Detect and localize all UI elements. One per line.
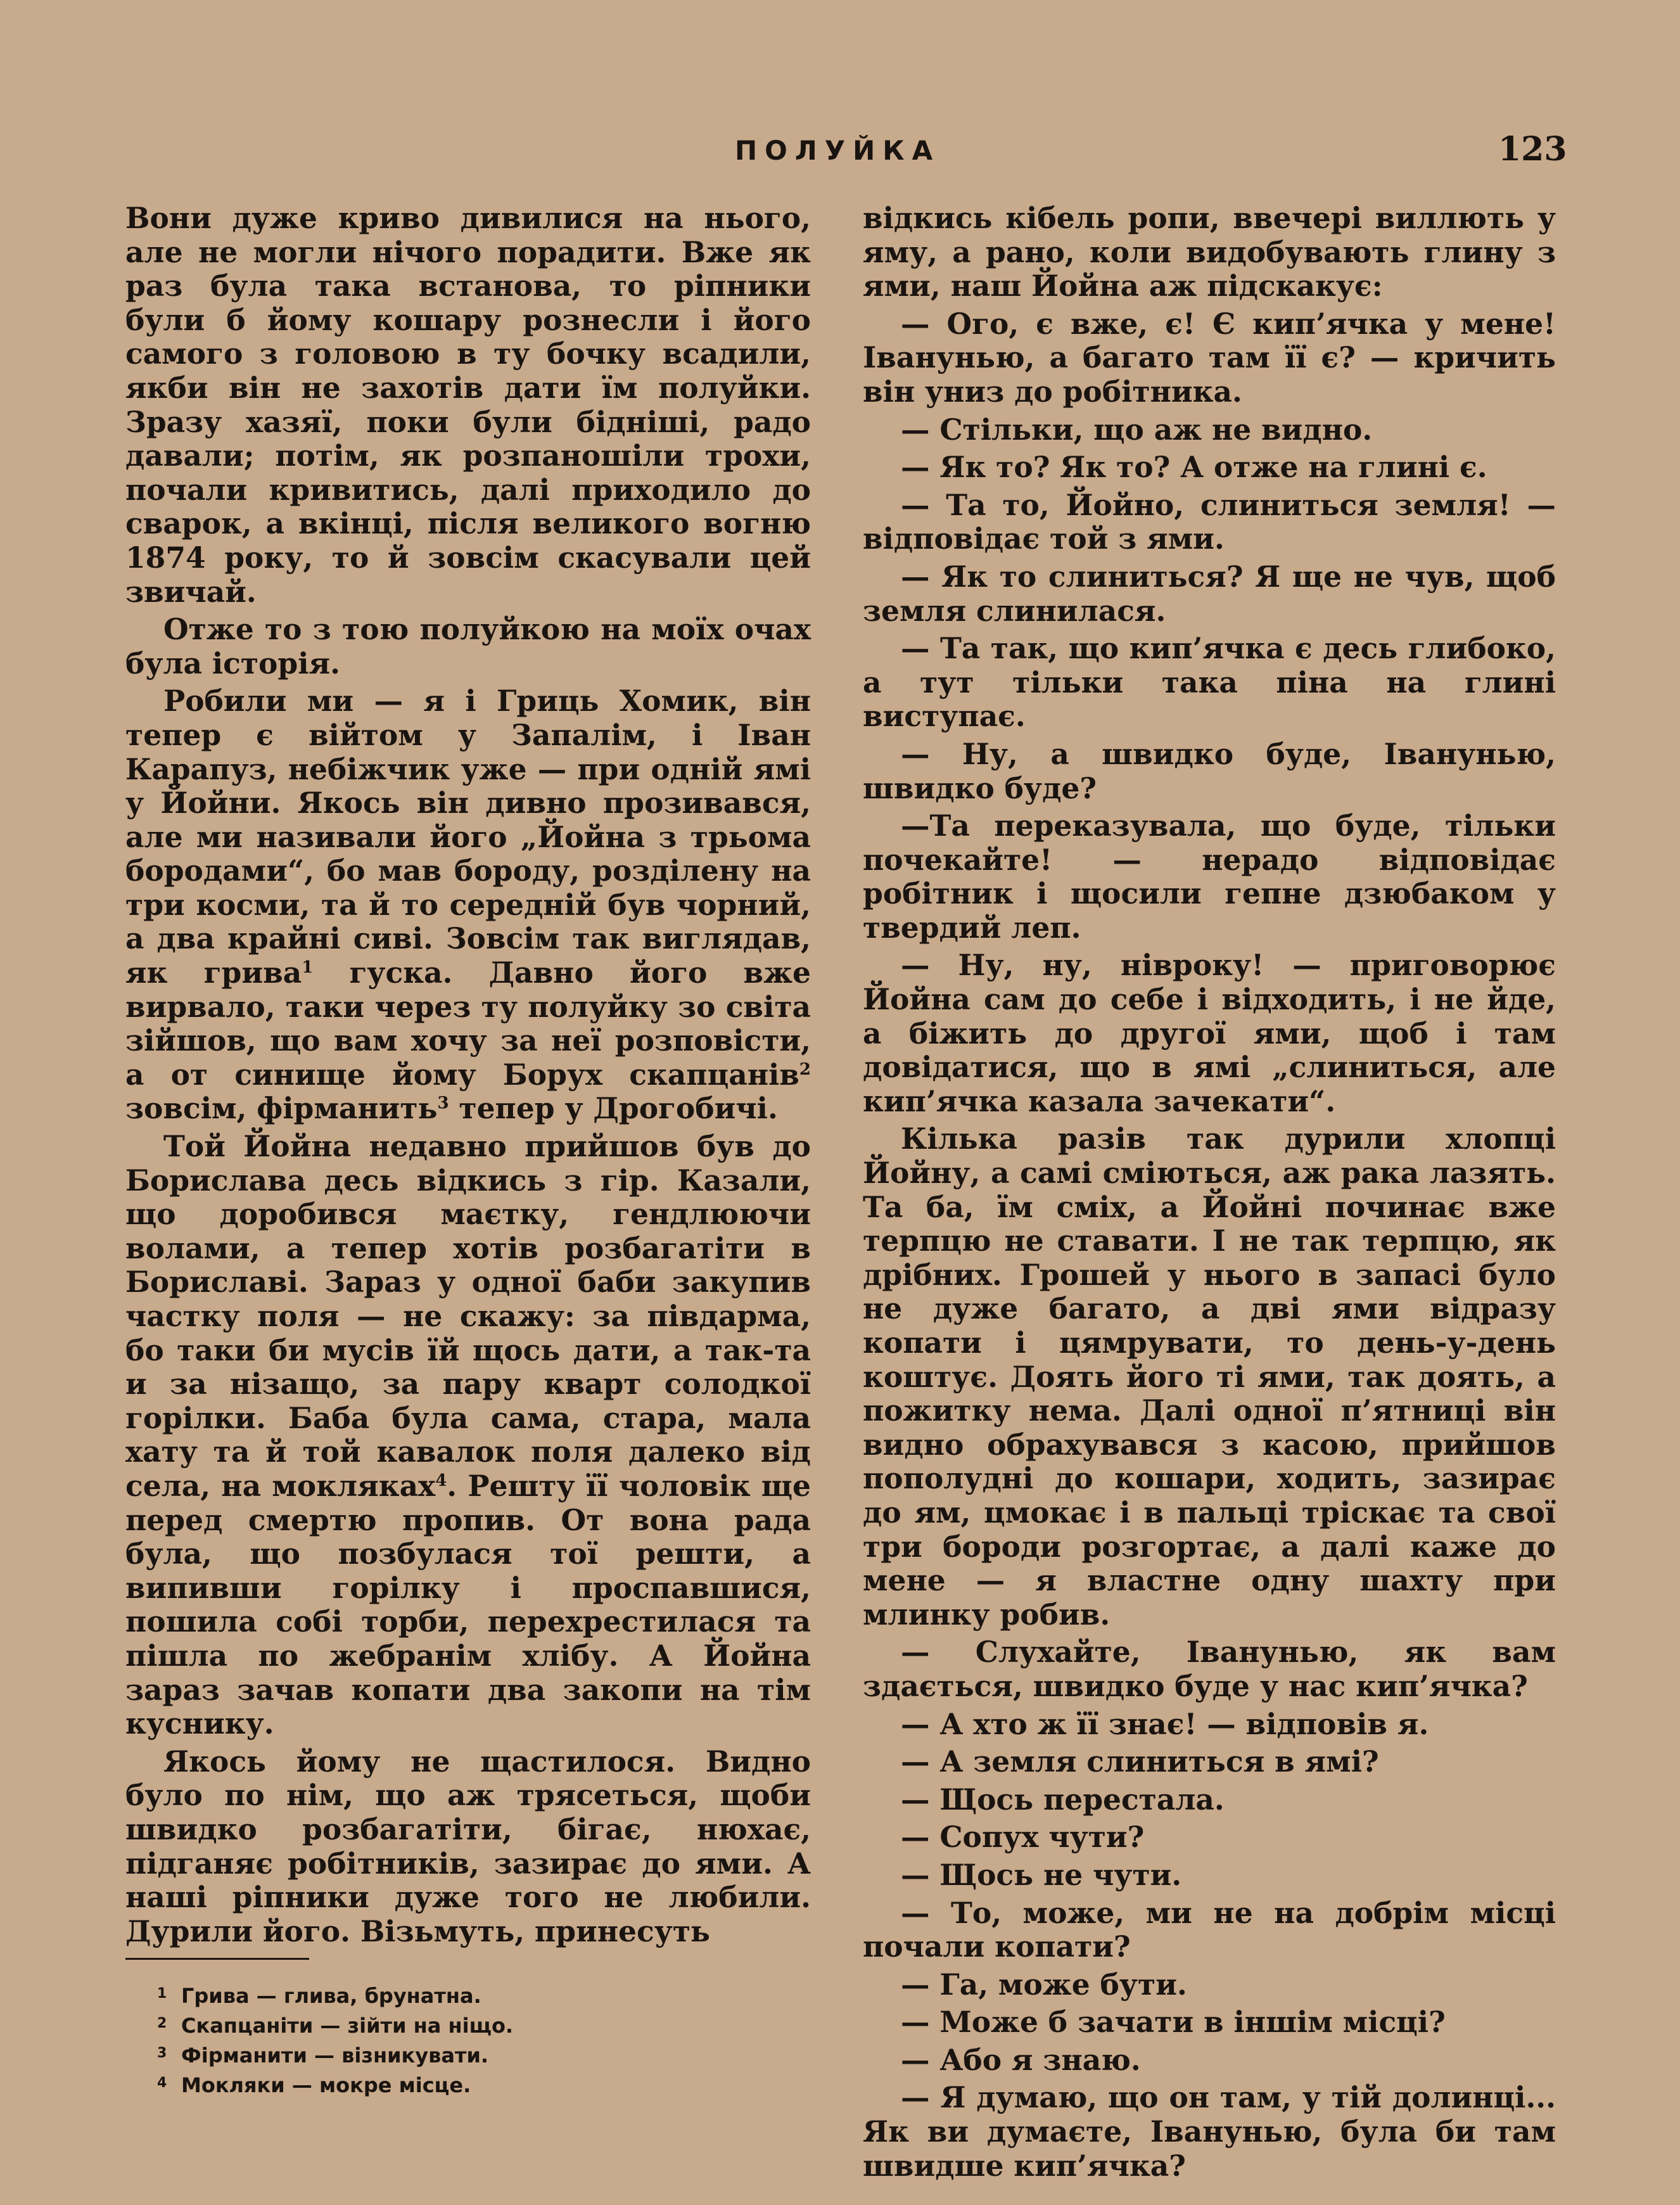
footnote-text: Фірманити — візникувати.: [181, 2043, 489, 2068]
paragraph: Отже то з тою полуйкою на моїх очах була історія.: [125, 612, 811, 681]
footnote-ref: 3: [437, 1094, 449, 1113]
running-title: ПОЛУЙКА: [735, 135, 941, 166]
footnote-ref: 2: [799, 1059, 811, 1079]
footnote: [157, 1980, 727, 2010]
paragraph: [125, 1130, 811, 1741]
paragraph: —Та переказувала, що буде, тільки почекайте! — нерадо відповідає робітник і щосили гепне дзюбаком у твердий леп.: [863, 808, 1556, 945]
footnote-mark: 4: [157, 2075, 167, 2091]
footnotes: [157, 1980, 727, 2099]
paragraph: — А хто ж її знає! — відповів я.: [901, 1706, 1429, 1741]
footnote-mark: 3: [157, 2045, 167, 2061]
paragraph: — Ого, є вже, є! Є кип’ячка у мене! Іванунью, а багато там її є? — кричить він униз до робітника.: [863, 306, 1556, 409]
text-run: гуска. Давно його вже вирвало, таки через ту полуйку зо світа зійшов, що вам хочу за неї розповісти, а от синище йому Борух скапцанів: [125, 955, 811, 1092]
paragraph: — Щось не чути.: [901, 1857, 1182, 1892]
footnote-ref: 1: [302, 958, 314, 978]
footnote: [157, 2010, 727, 2040]
footnote-divider: [125, 1958, 309, 1960]
paragraph: відкись кібель ропи, ввечері виллють у яму, а рано, коли видобувають глину з ями, наш Йойна аж підскакує:: [863, 201, 1556, 304]
paragraph: — Як то слиниться? Я ще не чув, щоб земля слинилася.: [863, 559, 1556, 628]
page-number: 123: [1498, 130, 1567, 169]
paragraph: — Щось перестала.: [901, 1782, 1225, 1817]
text-run: Той Йойна недавно прийшов був до Борислава десь відкись з гір. Казали, що доробився маєтку, гендлюючи волами, а тепер хотів розбагатіти в Бориславі. Зараз у одної баби закупив частку поля — не скажу: за півдарма, бо таки би мусів їй щось дати, а так-та и за нізащо, за пару кварт солодкої горілки. Баба була сама, стара, мала хату та й той кавалок поля далеко від села, на мокляках: [125, 1129, 811, 1503]
paragraph: — Слухайте, Іванунью, як вам здається, швидко буде у нас кип’ячка?: [863, 1635, 1556, 1703]
footnote-text: Мокляки — мокре місце.: [181, 2073, 471, 2097]
paragraph: Вони дуже криво дивилися на нього, але не могли нічого порадити. Вже як раз була така встанова, то ріпники були б йому кошару рознесли і його самого з головою в ту бочку всадили, якби він не захотів дати їм полуйки. Зразу хазяї, поки були бідніші, радо давали; потім, як розпаношіли трохи, почали кривитись, далі приходило до сварок, а вкінці, після великого вогню 1874 року, то й зовсім скасували цей звичай.: [125, 201, 811, 609]
footnote-text: Грива — глива, брунатна.: [181, 1984, 481, 2008]
page-header: [0, 130, 1680, 174]
paragraph: — Я думаю, що он там, у тій долинці... Як ви думаєте, Іванунью, була би там швидше кип’ячка?: [863, 2080, 1556, 2183]
paragraph: — Та так, що кип’ячка є десь глибоко, а тут тільки така піна на глині виступає.: [863, 631, 1556, 734]
right-column: [863, 201, 1556, 2187]
paragraph: Якось йому не щастилося. Видно було по нім, що аж трясеться, щоби швидко розбагатіти, бігає, нюхає, підганяє робітників, зазирає до ями. А наші ріпники дуже того не любили. Дурили його. Візьмуть, принесуть: [125, 1744, 811, 1948]
paragraph: — Та то, Йойно, слиниться земля! — відповідає той з ями.: [863, 487, 1556, 556]
footnote-text: Скапцаніти — зійти на ніщо.: [181, 2014, 514, 2038]
text-run: тепер у Дрогобичі.: [449, 1091, 778, 1126]
paragraph: — Може б зачати в іншім місці?: [901, 2005, 1446, 2040]
paragraph: — Стільки, що аж не видно.: [901, 412, 1373, 447]
paragraph: — Сопух чути?: [901, 1820, 1145, 1855]
text-run: зовсім, фірманить: [125, 1091, 438, 1126]
paragraph: — Або я знаю.: [901, 2042, 1141, 2077]
paragraph: Кілька разів так дурили хлопці Йойну, а самі сміються, аж рака лазять. Та ба, їм сміх, а Йойні починає вже терпцю не ставати. І не так терпцю, як дрібних. Грошей у нього в запасі було не дуже багато, а дві ями відразу копати і цямрувати, то день-у-день коштує. Доять його ті ями, так доять, а пожитку нема. Далі одної п’ятниці він видно обрахувався з касою, прийшов пополудні до кошари, ходить, зазирає до ям, цмокає і в пальці тріскає та свої три бороди розгортає, а далі каже до мене — я властне одну шахту при млинку робив.: [863, 1122, 1556, 1632]
paragraph: [125, 684, 811, 1126]
footnote: [157, 2040, 727, 2069]
paragraph: — То, може, ми не на добрім місці почали копати?: [863, 1895, 1556, 1964]
footnote: [157, 2069, 727, 2099]
paragraph: — Як то? Як то? А отже на глині є.: [901, 450, 1487, 485]
footnote-mark: 2: [157, 2016, 167, 2031]
footnote-mark: 1: [157, 1986, 167, 2002]
paragraph: — Ну, ну, нівроку! — приговорює Йойна сам до себе і відходить, і не йде, а біжить до другої ями, щоб і там довідатися, що в ямі „слиниться, але кип’ячка казала зачекати“.: [863, 948, 1556, 1118]
footnote-ref: 4: [435, 1471, 447, 1490]
paragraph: — Ну, а швидко буде, Іванунью, швидко буде?: [863, 736, 1556, 805]
text-run: Робили ми — я і Гриць Хомик, він тепер є війтом у Запалім, і Іван Карапуз, небіжчик уже — при одній ямі у Йойни. Якось він дивно прозивався, але ми називали його „Йойна з трьома бородами“, бо мав бороду, розділену на три косми, та й то середній був чорний, а два крайні сиві. Зовсім так виглядав, як грива: [125, 684, 811, 990]
text-run: . Решту її чоловік ще перед смертю пропив. От вона рада була, що позбулася тої решти, а випивши горілку і проспавшися, пошила собі торби, перехрестилася та пішла по жебранім хлібу. А Йойна зараз зачав копати два закопи на тім куснику.: [125, 1468, 811, 1741]
left-column: [125, 201, 811, 1952]
paragraph: — А земля слиниться в ямі?: [901, 1744, 1379, 1779]
paragraph: — Га, може бути.: [901, 1967, 1187, 2002]
